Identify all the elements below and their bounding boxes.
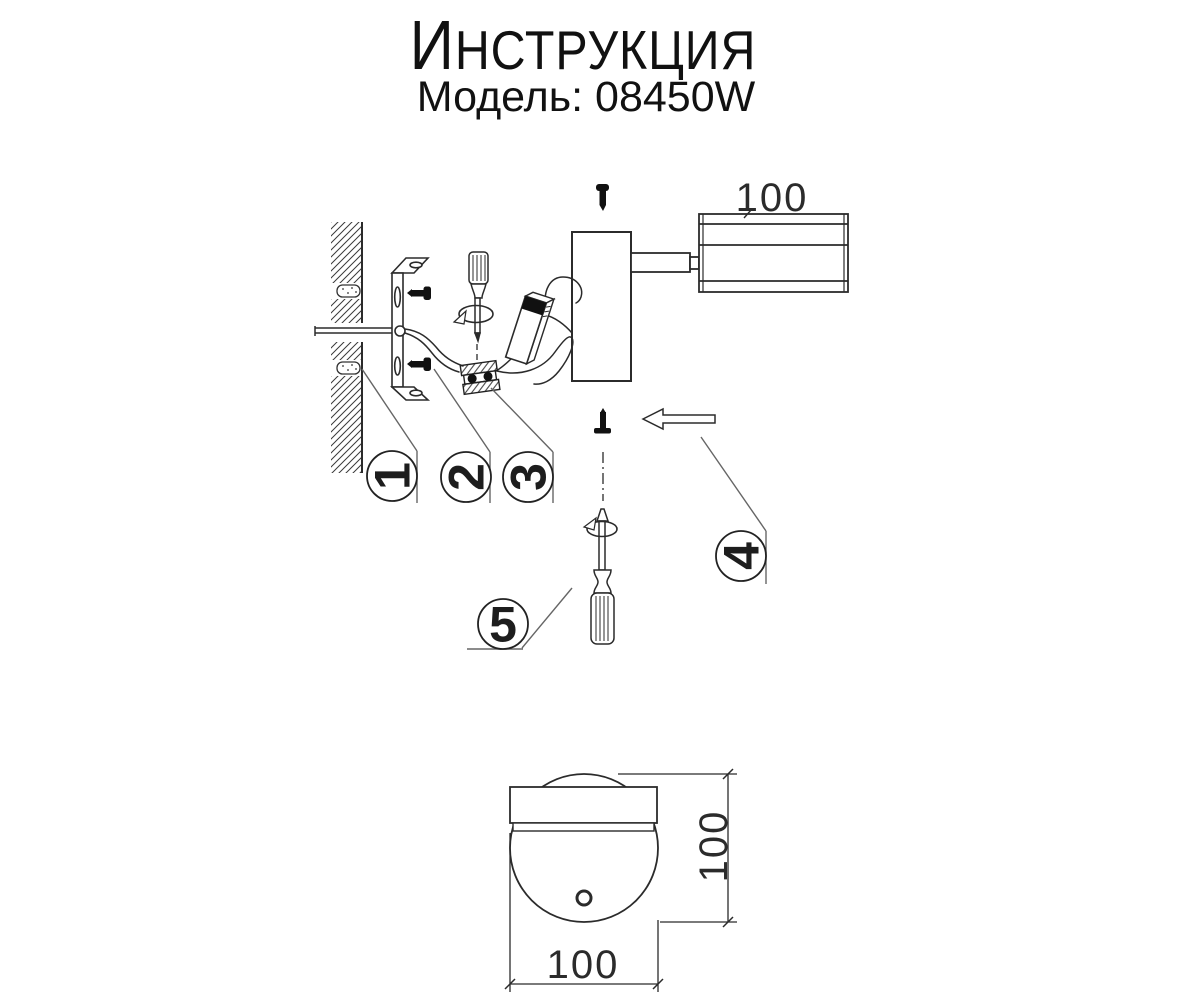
screwdriver-handle — [591, 593, 614, 644]
title-initial: И — [409, 6, 455, 84]
lamp-body — [572, 232, 631, 381]
lamp-shade — [699, 214, 848, 292]
bracket-slot-top — [395, 287, 401, 307]
shade-dimension — [736, 176, 809, 220]
screwdriver-neck — [594, 570, 611, 593]
callout-5 — [467, 588, 572, 653]
top-screw — [596, 184, 609, 211]
rotation-arrow-icon — [454, 306, 493, 325]
screwdriver-shaft — [475, 298, 480, 333]
callout-3 — [491, 388, 557, 503]
switch-knob — [577, 891, 591, 905]
callout-5-label: 5 — [489, 596, 517, 653]
wall-section — [330, 222, 362, 473]
terminal-block — [460, 361, 500, 395]
title-rest: НСТРУКЦИЯ — [454, 19, 757, 81]
callout-1-label: 1 — [364, 462, 421, 490]
screwdriver-tip — [475, 333, 480, 341]
callout-3-label: 3 — [500, 463, 557, 491]
driver-box — [506, 290, 554, 365]
cable-hole — [395, 326, 405, 336]
wall-anchor-bottom — [337, 362, 360, 374]
callout-2-label: 2 — [438, 463, 495, 491]
bottom-view — [505, 769, 737, 992]
lamp-base-plate — [510, 787, 657, 823]
wall-lamp-side-view — [572, 176, 848, 381]
side-dimension-label: 100 — [692, 809, 736, 883]
bracket-slot-bottom — [395, 357, 401, 375]
screwdriver-down-icon — [469, 252, 488, 341]
bottom-screw — [594, 408, 611, 434]
plate-lip — [513, 823, 654, 831]
bottom-dimension-label: 100 — [546, 943, 620, 987]
power-cable — [315, 326, 397, 336]
flange-hole-bottom — [410, 390, 422, 396]
direction-arrow-icon — [643, 409, 715, 429]
lamp-arm — [631, 253, 699, 272]
mounting-bracket — [392, 258, 428, 400]
callout-4 — [701, 437, 770, 584]
bracket-screw-top — [407, 287, 431, 301]
wall-anchor-top — [337, 285, 360, 297]
shade-dimension-label: 100 — [735, 176, 809, 220]
screwdriver-tip — [597, 509, 608, 521]
wall-hatching-upper — [331, 222, 362, 323]
model-label: Модель: 08450W — [416, 73, 756, 121]
callout-4-label: 4 — [713, 542, 770, 570]
flange-hole-top — [410, 262, 422, 268]
bracket-screw-bottom — [407, 358, 431, 372]
screwdriver-neck — [471, 284, 486, 298]
screwdriver-shaft — [599, 521, 605, 570]
